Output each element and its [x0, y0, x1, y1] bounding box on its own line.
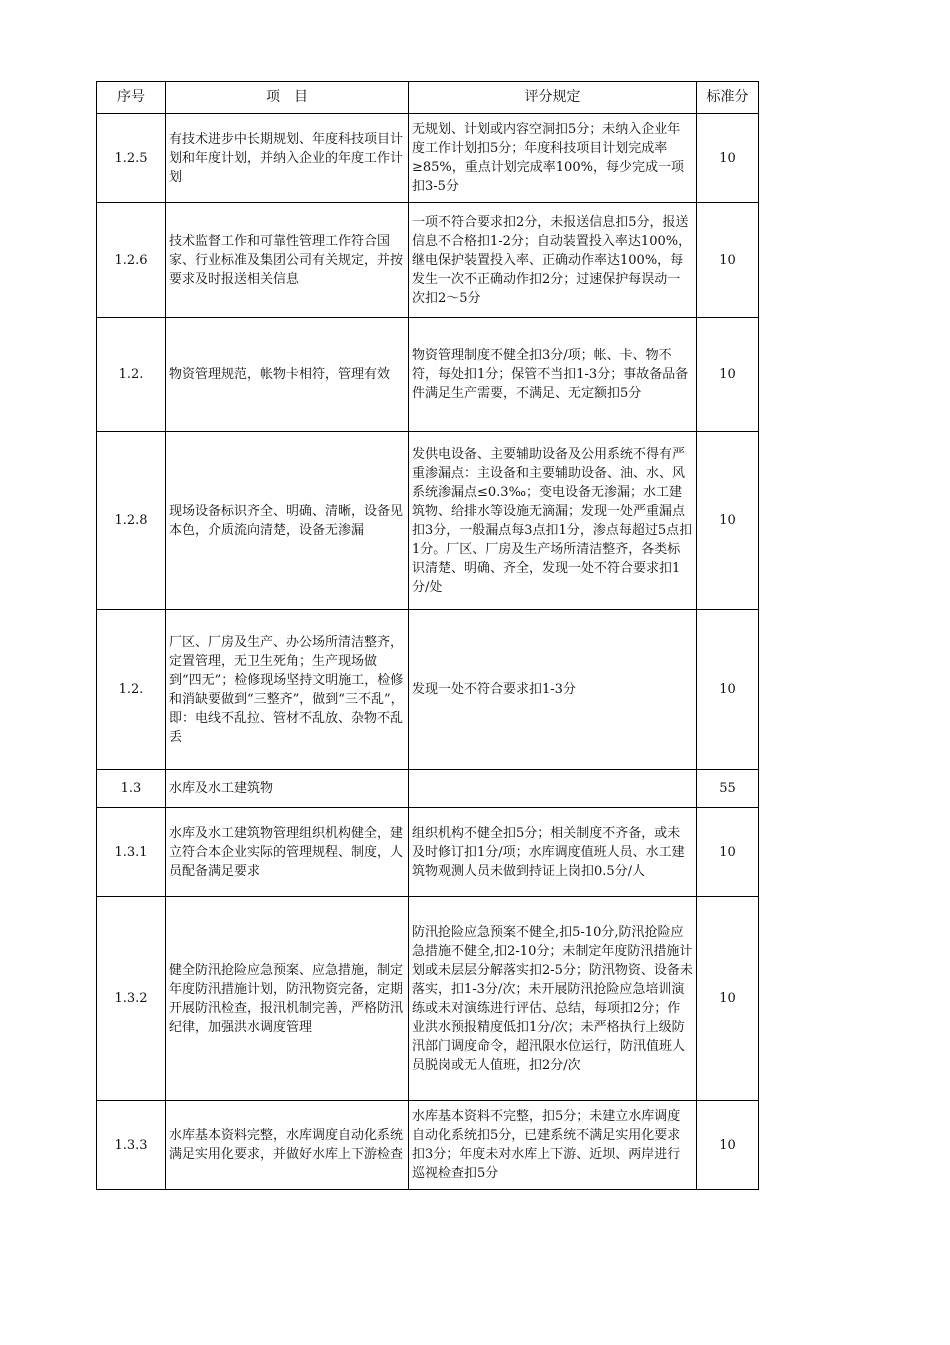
- row-number: 1.2.6: [97, 203, 166, 318]
- table-row: [97, 318, 759, 432]
- header-rule: 评分规定: [409, 82, 697, 114]
- header-no: 序号: [97, 82, 166, 114]
- row-score: 10: [697, 318, 759, 432]
- row-item: 健全防汛抢险应急预案、应急措施，制定年度防汛措施计划，防汛物资完备，定期开展防汛检查，报汛机制完善，严格防汛纪律，加强洪水调度管理: [166, 897, 409, 1101]
- row-item: 有技术进步中长期规划、年度科技项目计划和年度计划，并纳入企业的年度工作计划: [166, 114, 409, 203]
- row-number: 1.3: [97, 770, 166, 808]
- row-item: 现场设备标识齐全、明确、清晰，设备见本色，介质流向清楚，设备无渗漏: [166, 432, 409, 610]
- row-item: 物资管理规范，帐物卡相符，管理有效: [166, 318, 409, 432]
- header-item: 项 目: [166, 82, 409, 114]
- scoring-table: [96, 81, 759, 1190]
- row-rule: 防汛抢险应急预案不健全,扣5-10分,防汛抢险应急措施不健全,扣2-10分；未制定年度防汛措施计划或未层层分解落实扣2-5分；防汛物资、设备未落实，扣1-3分/次；未开展防汛抢险应急培训演练或未对演练进行评估、总结，每项扣2分；作业洪水预报精度低扣1分/次；未严格执行上级防汛部门调度命令，超汛限水位运行，防汛值班人员脱岗或无人值班，扣2分/次: [409, 897, 697, 1101]
- row-item: 水库基本资料完整，水库调度自动化系统满足实用化要求，并做好水库上下游检查: [166, 1101, 409, 1190]
- row-number: 1.3.2: [97, 897, 166, 1101]
- table-row: [97, 203, 759, 318]
- row-score: 10: [697, 808, 759, 897]
- row-item: 水库及水工建筑物: [166, 770, 409, 808]
- row-number: 1.2.5: [97, 114, 166, 203]
- row-rule: 物资管理制度不健全扣3分/项；帐、卡、物不符，每处扣1分；保管不当扣1-3分；事故备品备件满足生产需要，不满足、无定额扣5分: [409, 318, 697, 432]
- table-header-row: [97, 82, 759, 114]
- row-number: 1.2.: [97, 318, 166, 432]
- row-score: 10: [697, 432, 759, 610]
- table-row: [97, 1101, 759, 1190]
- row-item: 厂区、厂房及生产、办公场所清洁整齐，定置管理，无卫生死角；生产现场做到“四无”；检修现场坚持文明施工，检修和消缺要做到“三整齐”，做到“三不乱”，即：电线不乱拉、管材不乱放、杂物不乱丢: [166, 610, 409, 770]
- row-score: 10: [697, 203, 759, 318]
- table-row: [97, 114, 759, 203]
- row-number: 1.3.3: [97, 1101, 166, 1190]
- row-rule: 水库基本资料不完整，扣5分；未建立水库调度自动化系统扣5分，已建系统不满足实用化要求扣3分；年度未对水库上下游、近坝、两岸进行巡视检查扣5分: [409, 1101, 697, 1190]
- row-number: 1.3.1: [97, 808, 166, 897]
- table-row: [97, 770, 759, 808]
- table-row: [97, 808, 759, 897]
- row-score: 10: [697, 114, 759, 203]
- row-rule: [409, 770, 697, 808]
- row-score: 10: [697, 897, 759, 1101]
- header-score: 标准分: [697, 82, 759, 114]
- row-item: 水库及水工建筑物管理组织机构健全，建立符合本企业实际的管理规程、制度，人员配备满足要求: [166, 808, 409, 897]
- table-row: [97, 610, 759, 770]
- table-row: [97, 897, 759, 1101]
- table-row: [97, 432, 759, 610]
- row-rule: 组织机构不健全扣5分；相关制度不齐备，或未及时修订扣1分/项；水库调度值班人员、水工建筑物观测人员未做到持证上岗扣0.5分/人: [409, 808, 697, 897]
- row-number: 1.2.8: [97, 432, 166, 610]
- row-rule: 发供电设备、主要辅助设备及公用系统不得有严重渗漏点：主设备和主要辅助设备、油、水、风系统渗漏点≤0.3‰；变电设备无渗漏；水工建筑物、给排水等设施无滴漏；发现一处严重漏点扣3分，一般漏点每3点扣1分，渗点每超过5点扣1分。厂区、厂房及生产场所清洁整齐，各类标识清楚、明确、齐全，发现一处不符合要求扣1分/处: [409, 432, 697, 610]
- row-score: 10: [697, 610, 759, 770]
- row-rule: 发现一处不符合要求扣1-3分: [409, 610, 697, 770]
- row-rule: 一项不符合要求扣2分，未报送信息扣5分，报送信息不合格扣1-2分；自动装置投入率达100%，继电保护装置投入率、正确动作率达100%，每发生一次不正确动作扣2分；过速保护每误动一次扣2～5分: [409, 203, 697, 318]
- row-number: 1.2.: [97, 610, 166, 770]
- row-score: 55: [697, 770, 759, 808]
- row-item: 技术监督工作和可靠性管理工作符合国家、行业标准及集团公司有关规定，并按要求及时报送相关信息: [166, 203, 409, 318]
- row-score: 10: [697, 1101, 759, 1190]
- row-rule: 无规划、计划或内容空洞扣5分；未纳入企业年度工作计划扣5分；年度科技项目计划完成率≥85%，重点计划完成率100%，每少完成一项扣3-5分: [409, 114, 697, 203]
